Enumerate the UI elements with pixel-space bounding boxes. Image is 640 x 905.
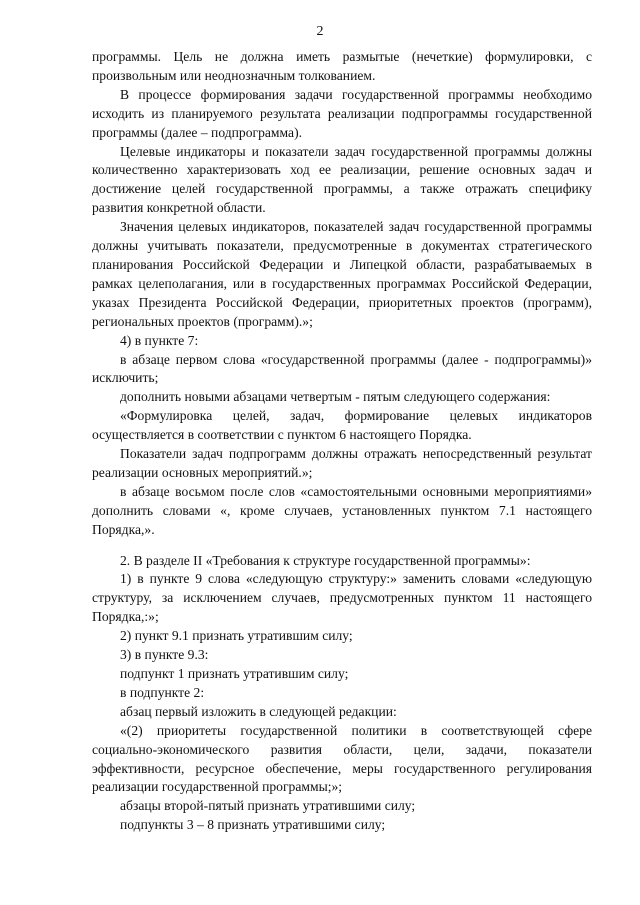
paragraph-first-abzac-new: абзац первый изложить в следующей редакции:	[120, 703, 397, 719]
list-item-2: 2) пункт 9.1 признать утратившим силу;	[120, 628, 353, 644]
document-body	[92, 48, 592, 835]
paragraph-section-2: 2. В разделе II «Требования к структуре государственной программы»:	[120, 552, 531, 568]
paragraph-first-abzac: в абзаце первом слова «государственной программы (далее - подпрограммы)» исключить;	[92, 351, 592, 386]
paragraph-eighth-abzac: в абзаце восьмом после слов «самостоятельными основными мероприятиями» дополнить словами «, кроме случаев, установленных пунктом 7.1 настоящего Порядка,».	[92, 483, 592, 537]
paragraph-add-abzacs: дополнить новыми абзацами четвертым - пятым следующего содержания:	[120, 389, 551, 405]
paragraph-subpoint-2: в подпункте 2:	[120, 684, 205, 700]
paragraph-task-formation: В процессе формирования задачи государственной программы необходимо исходить из планируемого результата реализации подпрограммы государственной программы (далее – подпрограмма).	[92, 86, 592, 140]
paragraph-subpoint-1: подпункт 1 признать утратившим силу;	[120, 666, 349, 681]
paragraph-subpoints-void: подпункты 3 – 8 признать утратившими силу;	[120, 817, 386, 833]
list-item-3: 3) в пункте 9.3:	[120, 647, 209, 663]
paragraph-goals-formulation: «Формулировка целей, задач, формирование целевых индикаторов осуществляется в соответствии с пунктом 6 настоящего Порядка.	[92, 408, 592, 443]
paragraph-subprogram-indicators: Показатели задач подпрограмм должны отражать непосредственный результат реализации основных мероприятий.»;	[92, 446, 592, 480]
paragraph-indicator-values: Значения целевых индикаторов, показателей задач государственной программы должны учитывать показатели, предусмотренные в документах стратегического планирования Российской Федерации и Липецкой области, разрабатываемых в рамках целеполагания, или в государственных программах Российской Федерации, указах Президента Российской Федерации, приоритетных проектов (программ), региональных проектов (программ).»;	[92, 219, 592, 329]
paragraph-target-indicators: Целевые индикаторы и показатели задач государственной программы должны количественно характеризовать ход ее реализации, решение основных задач и достижение целей государственной программы, а также отражать специфику развития конкретной области.	[92, 143, 592, 216]
paragraph-goal-wording: программы. Цель не должна иметь размытые (нечеткие) формулировки, с произвольным или неоднозначным толкованием.	[92, 49, 592, 83]
page-number: 2	[316, 24, 324, 39]
paragraph-abzacs-void: абзацы второй-пятый признать утратившими силу;	[120, 798, 416, 814]
list-item-1: 1) в пункте 9 слова «следующую структуру:» заменить словами «следующую структуру, за исключением случаев, предусмотренных пунктом 11 настоящего Порядка,:»;	[92, 571, 592, 625]
list-item-point-4: 4) в пункте 7:	[120, 332, 199, 348]
paragraph-priorities: «(2) приоритеты государственной политики в соответствующей сфере социально-экономического развития области, цели, задачи, показатели эффективности, ресурсное обеспечение, меры государственного регулирования реализации государственной программы;»;	[92, 722, 592, 795]
